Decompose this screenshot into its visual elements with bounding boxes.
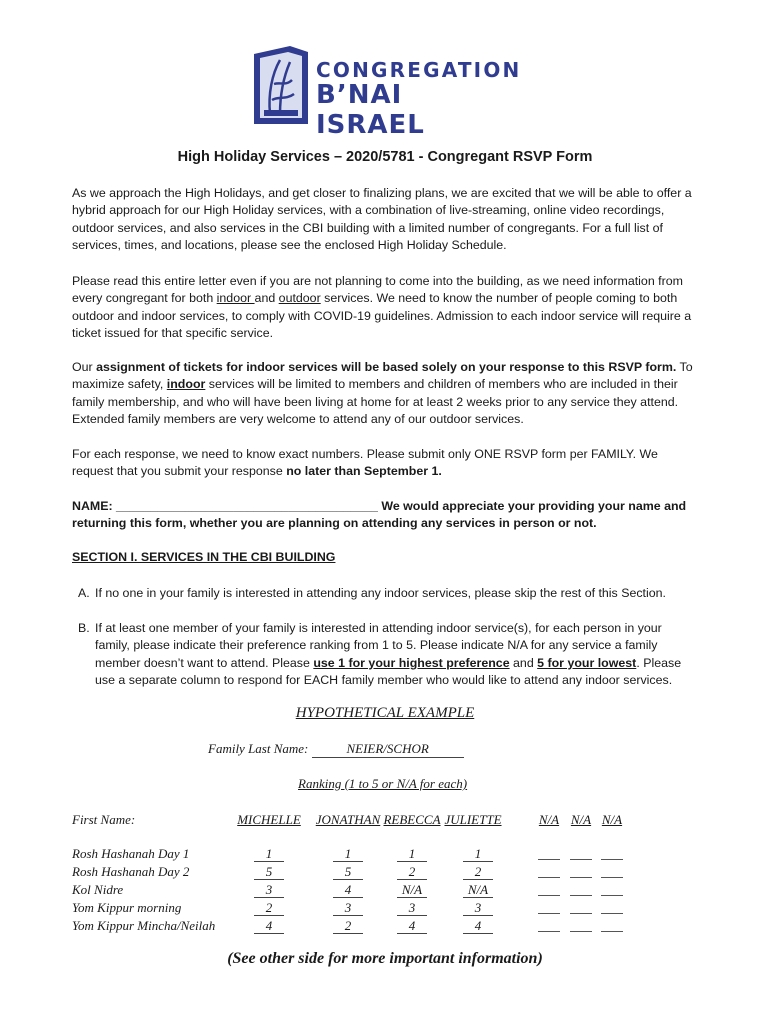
logo-line1: CONGREGATION (316, 58, 522, 82)
na-blank (601, 877, 623, 878)
service-label: Kol Nidre (72, 882, 124, 897)
ranking-cell: 1 (333, 846, 363, 862)
service-label: Rosh Hashanah Day 1 (72, 846, 190, 861)
ranking-cell: 1 (254, 846, 284, 862)
ranking-cell: 4 (463, 918, 493, 934)
ranking-cell: 5 (254, 864, 284, 880)
ranking-cell: 2 (397, 864, 427, 880)
name-line: NAME: ______________________________________ We would appreciate your providing your name and returning this form, whether you are planning on attending any services in person or not. (72, 499, 687, 531)
logo-line2: B’NAI ISRAEL (316, 80, 425, 140)
read-letter-paragraph: Please read this entire letter even if you are not planning to come into the building, as we need information from every congregant for both indoor and outdoor services. We need to know the number of people coming to both outdoor and indoor services, to comply with COVID-19 guidelines. Admission to each indoor service will require a ticket issued for that specific service. (72, 274, 692, 340)
family-name-row: Family Last Name: NEIER/SCHOR (208, 741, 464, 758)
na-blank (601, 931, 623, 932)
service-label: Yom Kippur Mincha/Neilah (72, 918, 216, 933)
ranking-cell: 4 (397, 918, 427, 934)
section1-heading: SECTION I. SERVICES IN THE CBI BUILDING (72, 550, 336, 564)
ranking-cell: 2 (254, 900, 284, 916)
na-blank (538, 931, 560, 932)
name-col-4: JULIETTE (444, 812, 502, 827)
example-heading: HYPOTHETICAL EXAMPLE (295, 705, 475, 721)
ranking-cell: 4 (254, 918, 284, 934)
item-b: B. If at least one member of your family is interested in attending indoor service(s), for each person in your family, please indicate their preference ranking from 1 to 5. Please indicate N/A for any service a family member doesn’t want to attend. Please use 1 for your highest preference and 5 for your lowest. Please use a separate column to respond for EACH family member who would like to attend any indoor services. (78, 621, 682, 687)
page-title: High Holiday Services – 2020/5781 - Congregant RSVP Form (177, 149, 593, 165)
na-blank (570, 895, 592, 896)
na-blank (538, 913, 560, 914)
na-header-1: N/A (538, 812, 560, 827)
na-header-2: N/A (570, 812, 592, 827)
deadline-paragraph: For each response, we need to know exact numbers. Please submit only ONE RSVP form per FAMILY. We request that you submit your response no later than September 1. (72, 447, 658, 479)
ranking-cell: 2 (333, 918, 363, 934)
ranking-cell: 1 (463, 846, 493, 862)
name-col-3: REBECCA (383, 812, 441, 827)
name-col-2: JONATHAN (315, 812, 381, 827)
na-blank (601, 859, 623, 860)
name-col-1: MICHELLE (237, 812, 301, 827)
service-label: Rosh Hashanah Day 2 (72, 864, 190, 879)
service-label: Yom Kippur morning (72, 900, 182, 915)
ranking-cell: 1 (397, 846, 427, 862)
na-blank (570, 913, 592, 914)
na-blank (538, 895, 560, 896)
ranking-cell: 3 (333, 900, 363, 916)
na-blank (601, 913, 623, 914)
logo (250, 44, 522, 140)
family-name-value: NEIER/SCHOR (312, 741, 464, 758)
ranking-cell: 5 (333, 864, 363, 880)
ranking-cell: 2 (463, 864, 493, 880)
intro-paragraph: As we approach the High Holidays, and get closer to finalizing plans, we are excited that we will be able to offer a hybrid approach for our High Holiday services, with a combination of live-streaming, online video recordings, outdoor services, and also services in the CBI building with a limited number of congregants. For a full list of services, times, and locations, please see the enclosed High Holiday Schedule. (72, 186, 692, 252)
ranking-cell: N/A (463, 882, 493, 898)
logo-emblem-icon (250, 44, 312, 126)
ranking-cell: 3 (397, 900, 427, 916)
ranking-cell: 3 (254, 882, 284, 898)
na-blank (570, 931, 592, 932)
ranking-cell: 4 (333, 882, 363, 898)
ticket-paragraph: Our assignment of tickets for indoor services will be based solely on your response to this RSVP form. To maximize safety, indoor services will be limited to members and children of members who are included in their family membership, and who will have been living at home for at least 2 weeks prior to any service they attend. Extended family members are very welcome to attend any of our outdoor services. (72, 360, 693, 426)
na-blank (570, 859, 592, 860)
na-blank (538, 859, 560, 860)
ranking-label: Ranking (1 to 5 or N/A for each) (298, 776, 468, 791)
na-blank (538, 877, 560, 878)
na-blank (570, 877, 592, 878)
na-header-3: N/A (601, 812, 623, 827)
na-blank (601, 895, 623, 896)
ranking-cell: 3 (463, 900, 493, 916)
footer-note: (See other side for more important information) (227, 950, 543, 967)
ranking-cell: N/A (397, 882, 427, 898)
first-name-label: First Name: (72, 812, 136, 827)
item-a: A. If no one in your family is interested in attending any indoor services, please skip the rest of this Section. (78, 586, 666, 600)
